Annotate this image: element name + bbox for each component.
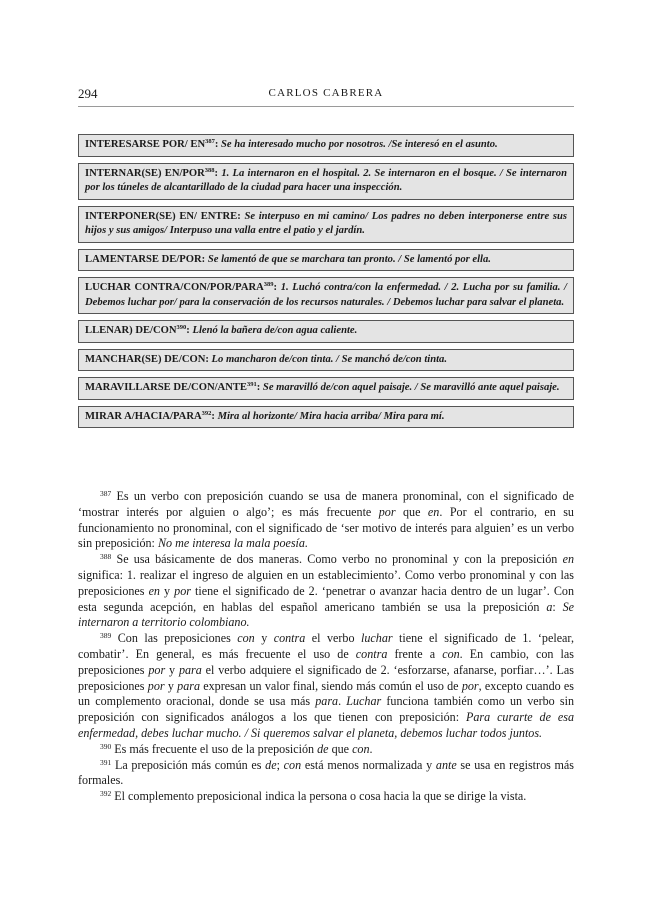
entry-verb <box>85 168 221 179</box>
footnote-text: el verbo adquiere el significado de 2. ‘esforzarse, afanarse, porfiar…’. Las preposiciones <box>78 662 574 693</box>
footnote-example-text: a <box>546 599 553 614</box>
footnote-text: se usa en registros más formales. <box>78 757 575 788</box>
entry-separator: : <box>186 325 193 336</box>
footnote-number: 389 <box>100 631 112 641</box>
footnote-text: funciona también como un verbo sin preposición con significados análogos a los que tienen con preposición: <box>78 694 574 725</box>
entry-verb-text: MIRAR A/HACIA/PARA <box>85 410 202 422</box>
footnote <box>78 758 574 790</box>
footnote-example-text: en <box>148 583 160 598</box>
entry-verb <box>85 211 244 222</box>
page-header <box>78 86 574 107</box>
footnote-text: La preposición más común es <box>111 757 266 772</box>
footnote-example-text: con <box>352 741 370 756</box>
footnote-text: que <box>328 741 353 756</box>
footnote-text: , excepto cuando es un complemento oracional, donde se usa más <box>78 678 575 709</box>
footnote-example-text: con <box>283 757 302 772</box>
entry-verb <box>85 325 192 336</box>
entry-verb-text: MARAVILLARSE DE/CON/ANTE <box>85 382 247 393</box>
entry-separator: : <box>201 253 208 265</box>
footnote-text: . Por el contrario, en su funcionamiento no pronominal, con el significado de ‘ser motivo de interés para alguien’ es un verbo sin preposición: <box>78 504 574 551</box>
footnote-example-text: con <box>442 646 460 661</box>
page-number: 294 <box>78 86 98 101</box>
entry-verb-text: INTERESARSE POR/ EN <box>85 139 206 150</box>
footnote-text: Es más frecuente el uso de la preposición <box>111 741 318 756</box>
entry-separator: : <box>211 410 218 422</box>
entry-box <box>78 163 574 200</box>
entry-separator: : <box>237 210 245 222</box>
footnote-text: el verbo <box>305 631 361 646</box>
entry-verb-text: LUCHAR CONTRA/CON/POR/PARA <box>85 282 264 293</box>
entry-verb <box>85 282 281 293</box>
entry-verb <box>85 382 263 393</box>
footnote-text: . En cambio, con las preposiciones <box>78 646 574 677</box>
footnote-ref: 389 <box>263 281 274 288</box>
footnote-example-text: en <box>427 504 440 519</box>
footnote-example-text: ante <box>435 757 457 772</box>
footnote-text: y <box>165 662 179 677</box>
footnote-example-text: con <box>237 631 255 646</box>
footnote-example-text: de <box>265 757 277 772</box>
entry-verb <box>85 354 212 365</box>
footnote-text: y <box>159 583 175 598</box>
verb-preposition-entries <box>78 134 574 434</box>
entry-box <box>78 320 574 343</box>
footnote-example-text: Luchar <box>346 694 382 709</box>
entry-box <box>78 277 574 314</box>
footnote-example-text: para <box>315 694 339 709</box>
entry-box <box>78 249 574 272</box>
footnote-text: está menos normalizada y <box>301 757 436 772</box>
footnote-text: expresan un valor final, siendo más común el uso de <box>200 678 462 693</box>
entry-separator: : <box>214 139 222 150</box>
footnote-text: significa: 1. realizar el ingreso de alguien en un establecimiento’. Como verbo pronominal y con las preposiciones <box>78 567 574 598</box>
footnote-text: : <box>552 599 563 614</box>
footnote-example-text: por <box>174 583 191 598</box>
footnote-example-text: por <box>461 678 479 693</box>
entry-box <box>78 206 574 243</box>
entry-box <box>78 349 574 372</box>
footnote-text: tiene el significado de 2. ‘penetrar o avanzar hacia dentro de un lugar’. Con esta segunda acepción, en hablas del español americano también se usa la preposición <box>78 583 574 614</box>
footnote <box>78 631 574 742</box>
footnote-text: Es un verbo con preposición cuando se usa de manera pronominal, con el significado de ‘mostrar interés por alguien o algo’; es más frecuente <box>78 489 574 519</box>
footnote-example-text: por <box>378 504 396 519</box>
footnote-example-text: No me interesa la mala poesía. <box>157 536 308 551</box>
footnote-text: y <box>164 678 178 693</box>
entry-box <box>78 377 574 400</box>
footnote-ref: 387 <box>205 138 215 145</box>
entry-verb <box>85 254 208 265</box>
entry-examples: 1. Luchó contra/con la enfermedad. / 2. Lucha por su familia. / Debemos luchar por/ para la conservación de los recursos naturales. / Debemos luchar para salvar el planeta. <box>85 282 567 308</box>
entry-separator: : <box>214 167 222 179</box>
entry-verb-text: LLENAR) DE/CON <box>85 325 177 336</box>
footnote-example-text: de <box>317 741 329 756</box>
footnote-text: y <box>254 631 274 646</box>
footnote <box>78 552 574 631</box>
entry-verb-text: MANCHAR(SE) DE/CON <box>85 353 206 365</box>
footnote-number: 388 <box>100 552 112 562</box>
entry-separator: : <box>256 382 263 393</box>
footnote-text: . <box>338 694 347 709</box>
footnote-example-text: Se internaron a territorio colombiano. <box>78 599 575 630</box>
footnotes <box>78 489 574 805</box>
entry-verb <box>85 411 218 422</box>
footnote-ref: 388 <box>204 166 215 174</box>
entry-examples: Llenó la bañera de/con agua caliente. <box>192 325 358 336</box>
entry-examples: Se lamentó de que se marchara tan pronto. / Se lamentó por ella. <box>207 253 491 265</box>
entry-examples: Lo mancharon de/con tinta. / Se manchó de/con tinta. <box>211 353 447 365</box>
footnote-number: 387 <box>100 489 112 498</box>
footnote-number: 391 <box>100 757 112 767</box>
entry-verb-text: INTERPONER(SE) EN/ ENTRE <box>85 210 238 222</box>
entry-examples: Se maravilló de/con aquel paisaje. / Se maravilló ante aquel paisaje. <box>262 382 560 393</box>
footnote-example-text: por <box>148 662 166 677</box>
footnote-example-text: para <box>177 678 200 693</box>
footnote-text: ; <box>276 757 284 772</box>
footnote-example-text: Para curarte de esa enfermedad, debes luchar mucho. / Si queremos salvar el planeta, debemos luchar todos juntos. <box>78 710 574 740</box>
entry-separator: : <box>205 353 212 365</box>
entry-verb <box>85 139 221 150</box>
footnote-text: tiene el significado de 1. ‘pelear, combatir’. En general, es más frecuente el uso de <box>78 631 574 661</box>
footnote <box>78 742 574 758</box>
footnote-ref: 392 <box>201 409 212 417</box>
footnote-example-text: para <box>178 662 202 677</box>
footnote-example-text: por <box>147 678 165 693</box>
entry-examples: Se ha interesado mucho por nosotros. /Se interesó en el asunto. <box>221 139 498 150</box>
footnote-ref: 391 <box>246 381 257 388</box>
footnote-text: El complemento preposicional indica la persona o cosa hacia la que se dirige la vista. <box>111 789 527 804</box>
footnote-ref: 390 <box>176 324 187 331</box>
footnote-example-text: luchar <box>361 631 393 646</box>
entry-verb-text: INTERNAR(SE) EN/POR <box>85 167 205 179</box>
footnote <box>78 789 574 805</box>
footnote-example-text: contra <box>355 646 388 661</box>
footnote-text: Se usa básicamente de dos maneras. Como verbo no pronominal y con la preposición <box>111 552 563 567</box>
entry-examples: Se interpuso en mi camino/ Los padres no deben interponerse entre sus hijos y sus amigos/ Interpuso una valla entre el patio y el jardín. <box>85 210 568 236</box>
entry-examples: Mira al horizonte/ Mira hacia arriba/ Mira para mí. <box>217 410 445 422</box>
footnote-text: frente a <box>387 646 443 661</box>
footnote-example-text: en <box>562 552 574 567</box>
entry-examples: 1. La internaron en el hospital. 2. Se internaron en el bosque. / Se internaron por los túneles de alcantarillado de la ciudad para hacer una inspección. <box>85 167 567 193</box>
footnote-text: que <box>395 504 428 519</box>
entry-verb-text: LAMENTARSE DE/POR <box>85 253 202 265</box>
entry-box <box>78 406 574 429</box>
running-head: CARLOS CABRERA <box>268 87 384 99</box>
footnote-number: 390 <box>100 741 112 751</box>
footnote <box>78 489 574 552</box>
footnote-text: . <box>369 741 373 756</box>
footnote-example-text: contra <box>273 631 306 646</box>
footnote-number: 392 <box>100 789 112 799</box>
footnote-text: Con las preposiciones <box>111 631 238 646</box>
entry-separator: : <box>273 282 281 293</box>
entry-box <box>78 134 574 157</box>
